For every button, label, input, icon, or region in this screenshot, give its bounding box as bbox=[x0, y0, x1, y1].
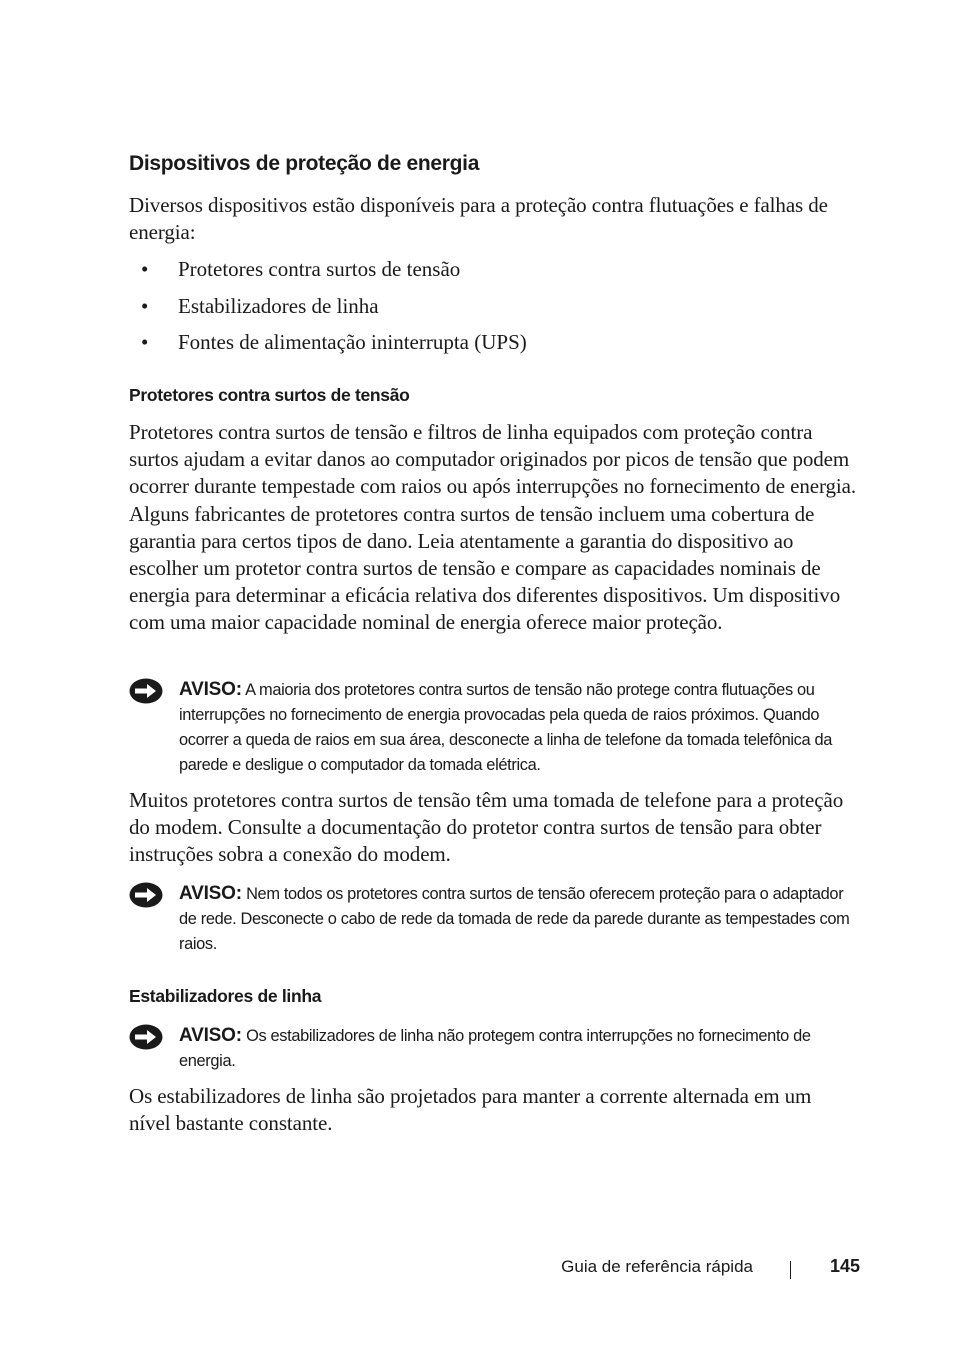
notice-stabilizers bbox=[129, 1023, 857, 1074]
stabilizers-paragraph: Os estabilizadores de linha são projetados para manter a corrente alternada em um nível bastante constante. bbox=[129, 1084, 812, 1136]
bullet-symbol: • bbox=[141, 293, 149, 318]
list-item-label: Protetores contra surtos de tensão bbox=[178, 257, 461, 281]
notice-network bbox=[129, 881, 857, 957]
line-stabilizers-heading: Estabilizadores de linha bbox=[129, 986, 322, 1006]
notice-message: Nem todos os protetores contra surtos de tensão oferecem proteção para o adaptador de rede. Desconecte o cabo de rede da tomada de rede da parede durante as tempestades com raios. bbox=[179, 885, 850, 953]
list-item-label: Estabilizadores de linha bbox=[178, 293, 379, 318]
notice-message: A maioria dos protetores contra surtos de tensão não protege contra flutuações ou interrupções no fornecimento de energia provocadas pela queda de raios próximos. Quando ocorrer a queda de raios em sua área, desconecte a linha de telefone da tomada telefônica da parede e desligue o computador da tomada elétrica. bbox=[179, 681, 833, 774]
notice-body bbox=[179, 677, 857, 778]
footer-guide-title: Guia de referência rápida bbox=[561, 1257, 753, 1276]
surge-paragraph-2: Muitos protetores contra surtos de tensão têm uma tomada de telefone para a proteção do modem. Consulte a documentação do protetor contra surtos de tensão para obter instruções sobra a conexão do modem. bbox=[129, 788, 844, 867]
list-item bbox=[129, 293, 527, 330]
notice-body bbox=[179, 1023, 857, 1074]
list-item bbox=[129, 256, 527, 293]
notice-arrow-icon bbox=[129, 678, 163, 704]
notice-arrow-icon bbox=[129, 1024, 163, 1050]
footer-divider bbox=[790, 1261, 791, 1279]
surge-protectors-heading: Protetores contra surtos de tensão bbox=[129, 385, 410, 405]
bullet-symbol: • bbox=[141, 330, 149, 354]
surge-paragraph-1: Protetores contra surtos de tensão e filtros de linha equipados com proteção contra surtos ajudam a evitar danos ao computador originados por picos de tensão que podem ocorrer durante tempestade com raios ou após interrupções no fornecimento de energia. Alguns fabricantes de protetores contra surtos de tensão incluem uma cobertura de garantia para certos tipos de dano. Leia atentamente a garantia do dispositivo ao escolher um protetor contra surtos de tensão e compare as capacidades nominais de energia para determinar a eficácia relativa dos diferentes dispositivos. Um dispositivo com uma maior capacidade nominal de energia oferece maior proteção. bbox=[129, 420, 856, 635]
notice-label: AVISO: bbox=[179, 1025, 242, 1046]
list-item bbox=[129, 329, 527, 366]
bullet-symbol: • bbox=[141, 257, 149, 281]
list-item-label: Fontes de alimentação ininterrupta (UPS) bbox=[178, 330, 527, 354]
intro-paragraph: Diversos dispositivos estão disponíveis para a proteção contra flutuações e falhas de energia: bbox=[129, 193, 828, 245]
notice-body bbox=[179, 881, 857, 957]
page-number: 145 bbox=[830, 1256, 861, 1276]
section-title: Dispositivos de proteção de energia bbox=[129, 152, 480, 175]
device-list bbox=[129, 256, 527, 366]
notice-message: Os estabilizadores de linha não protegem contra interrupções no fornecimento de energia. bbox=[179, 1027, 811, 1070]
notice-arrow-icon bbox=[129, 882, 163, 908]
notice-label: AVISO: bbox=[179, 679, 242, 700]
notice-lightning bbox=[129, 677, 857, 778]
page-footer bbox=[0, 1255, 954, 1281]
notice-label: AVISO: bbox=[179, 883, 242, 904]
